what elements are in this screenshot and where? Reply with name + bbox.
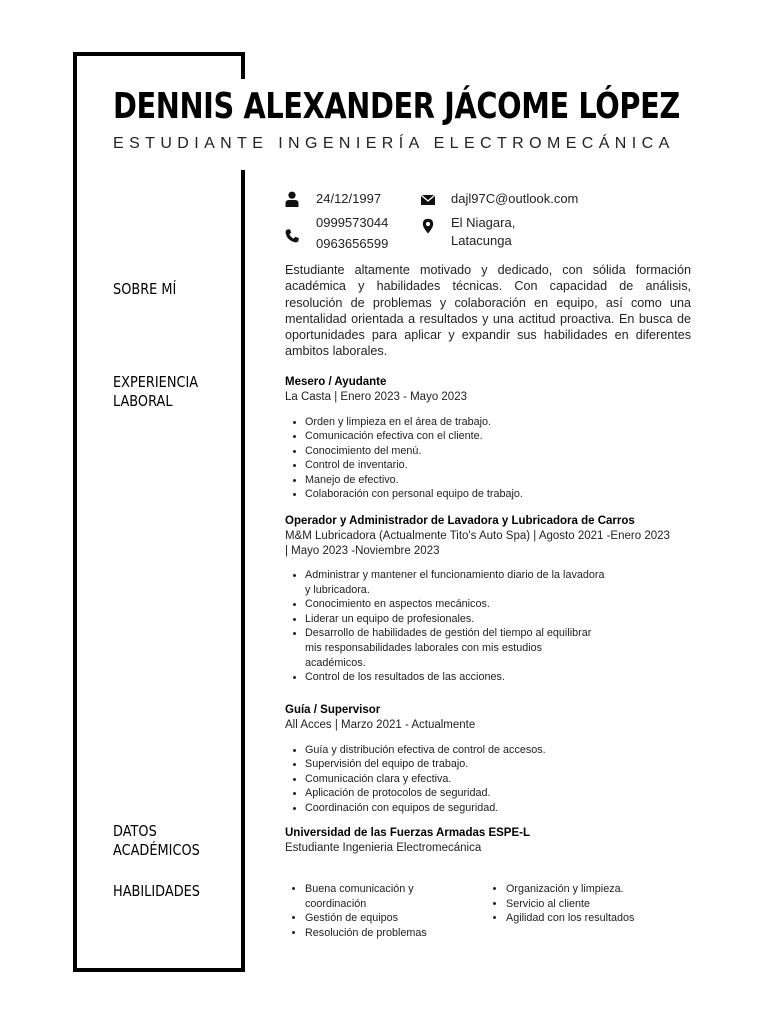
list-item: • Manejo de efectivo. bbox=[305, 473, 695, 488]
person-icon bbox=[284, 191, 300, 207]
list-item: • Conocimiento del menú. bbox=[305, 444, 695, 459]
address-line-1: El Niagara, bbox=[451, 215, 516, 230]
list-item: • Comunicación efectiva con el cliente. bbox=[305, 429, 695, 444]
skills-list-column-1 bbox=[285, 882, 465, 940]
frame-left-line bbox=[73, 52, 77, 972]
list-item: • Servicio al cliente bbox=[506, 897, 706, 912]
phone-number-1[interactable]: 0999573044 bbox=[316, 215, 389, 230]
email-link[interactable]: dajl97C@outlook.com bbox=[451, 191, 579, 206]
profession-subtitle: ESTUDIANTE INGENIERÍA ELECTROMECÁNICA bbox=[113, 135, 675, 152]
experience-entry bbox=[285, 375, 695, 502]
education-entry bbox=[285, 826, 695, 856]
frame-bottom-line bbox=[73, 968, 245, 972]
job-dates-continued: | Mayo 2023 -Noviembre 2023 bbox=[285, 544, 440, 557]
experience-entry bbox=[285, 703, 695, 815]
list-item: • Organización y limpieza. bbox=[506, 882, 706, 897]
list-item: • Gestión de equipos bbox=[305, 911, 465, 926]
list-item: • Aplicación de protocolos de seguridad. bbox=[305, 786, 695, 801]
list-item: • Comunicación clara y efectiva. bbox=[305, 772, 695, 787]
list-item: • Liderar un equipo de profesionales. bbox=[305, 612, 605, 627]
list-item: • Colaboración con personal equipo de trabajo. bbox=[305, 487, 695, 502]
frame-top-line bbox=[73, 52, 245, 56]
job-duties-list bbox=[285, 743, 695, 816]
list-item: • Guía y distribución efectiva de control de accesos. bbox=[305, 743, 695, 758]
location-pin-icon bbox=[420, 218, 436, 234]
section-label-education-line-1: DATOS bbox=[113, 822, 157, 840]
section-label-experience bbox=[113, 373, 198, 411]
job-employer-dates: M&M Lubricadora (Actualmente Tito's Auto Spa) | Agosto 2021 -Enero 2023 bbox=[285, 530, 670, 542]
phone-icon bbox=[284, 228, 300, 244]
section-label-about: SOBRE MÍ bbox=[113, 280, 177, 298]
full-name: DENNIS ALEXANDER JÁCOME LÓPEZ bbox=[113, 86, 680, 127]
list-item: • Resolución de problemas bbox=[305, 926, 465, 941]
section-label-experience-line-1: EXPERIENCIA bbox=[113, 373, 199, 391]
list-item: • Buena comunicación y coordinación bbox=[305, 882, 465, 911]
section-label-experience-line-2: LABORAL bbox=[113, 392, 173, 410]
list-item: • Control de inventario. bbox=[305, 458, 695, 473]
list-item: • Administrar y mantener el funcionamiento diario de la lavadora y lubricadora. bbox=[305, 568, 605, 597]
job-duties-list bbox=[285, 568, 605, 685]
list-item: • Control de los resultados de las acciones. bbox=[305, 670, 605, 685]
frame-right-line-bottom bbox=[241, 170, 245, 972]
job-title: Operador y Administrador de Lavadora y Lubricadora de Carros bbox=[285, 515, 635, 527]
job-title: Guía / Supervisor bbox=[285, 704, 381, 716]
frame-right-line-top bbox=[241, 52, 245, 79]
education-institution: Universidad de las Fuerzas Armadas ESPE-L bbox=[285, 827, 530, 839]
experience-entry bbox=[285, 514, 695, 685]
section-label-skills: HABILIDADES bbox=[113, 882, 200, 900]
about-paragraph: Estudiante altamente motivado y dedicado, con sólida formación académica y habilidades técnicas. Con capacidad de análisis, resolución de problemas y colaboración en equipo, así como una mentalidad orientada a resultados y una actitud proactiva. En busca de oportunidades para aplicar y expandir sus habilidades en diferentes ambitos laborales. bbox=[285, 263, 691, 359]
list-item: • Conocimiento en aspectos mecánicos. bbox=[305, 597, 605, 612]
job-employer-dates: All Acces | Marzo 2021 - Actualmente bbox=[285, 719, 476, 731]
phone-number-2[interactable]: 0963656599 bbox=[316, 236, 389, 251]
section-label-education-line-2: ACADÉMICOS bbox=[113, 841, 200, 859]
list-item: • Desarrollo de habilidades de gestión del tiempo al equilibrar mis responsabilidades laborales con mis estudios académicos. bbox=[305, 626, 605, 670]
skills-list-column-2 bbox=[486, 882, 706, 926]
job-title: Mesero / Ayudante bbox=[285, 376, 387, 388]
job-duties-list bbox=[285, 415, 695, 503]
list-item: • Coordinación con equipos de seguridad. bbox=[305, 801, 695, 816]
job-employer-dates: La Casta | Enero 2023 - Mayo 2023 bbox=[285, 391, 467, 403]
envelope-icon bbox=[420, 192, 436, 208]
education-degree: Estudiante Ingenieria Electromecánica bbox=[285, 842, 482, 854]
list-item: • Orden y limpieza en el área de trabajo. bbox=[305, 415, 695, 430]
birthdate: 24/12/1997 bbox=[316, 191, 382, 206]
section-label-education bbox=[113, 822, 200, 860]
address-line-2: Latacunga bbox=[451, 233, 512, 248]
list-item: • Agilidad con los resultados bbox=[506, 911, 706, 926]
list-item: • Supervisión del equipo de trabajo. bbox=[305, 757, 695, 772]
